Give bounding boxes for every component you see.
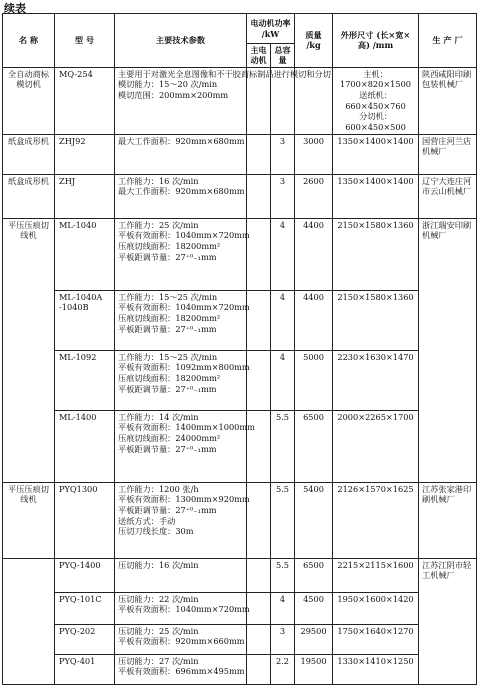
params-line: 压切能力：16 次/min	[118, 559, 199, 570]
cell-params	[115, 290, 250, 350]
params-line: 送纸方式：手动	[118, 515, 176, 526]
params-line: 最大工作面积：920mm×680mm	[118, 135, 245, 146]
params-line: 压切刀线长度：30m	[118, 526, 194, 537]
dims-line: 送纸机：	[359, 90, 392, 101]
cell-name: 纸盒成形机	[3, 134, 55, 174]
cell-params	[115, 410, 255, 482]
params-line: 模切范围：200mm×200mm	[118, 90, 229, 101]
table-row	[3, 174, 477, 218]
cell-total: 5.5	[271, 482, 295, 558]
cell-model: PYQ-401	[55, 654, 115, 684]
params-line: 主要用于对激光全息图像和不干胶商标制品进行模切和分切	[118, 68, 331, 79]
cell-model: ML-1400	[55, 410, 115, 482]
dims-line: 660×450×760	[345, 100, 406, 111]
cell-model: ML-1040	[55, 218, 115, 290]
params-line: 压切能力：25 次/min	[118, 625, 199, 636]
cell-dims	[333, 134, 419, 174]
cell-mass: 4400	[295, 218, 333, 290]
params-line: 压切能力：22 次/min	[118, 593, 199, 604]
cell-dims	[333, 410, 419, 482]
dims-line: 2230×1630×1470	[337, 351, 414, 362]
params-line: 工作能力：25 次/min	[118, 219, 199, 230]
cell-params	[115, 134, 247, 174]
cell-dims	[333, 592, 419, 624]
cell-main-motor	[247, 558, 271, 592]
cell-params	[115, 654, 247, 684]
params-line: 平板距调节量：27⁺⁰₋₁mm	[118, 323, 217, 334]
cell-total: 3	[271, 624, 295, 654]
cell-name: 纸盒成形机	[3, 174, 55, 218]
cell-dims	[333, 174, 419, 218]
params-line: 平板距调节量：27⁺⁰₋₁mm	[118, 505, 217, 516]
params-line: 工作能力：1200 张/h	[118, 483, 199, 494]
cell-model: PYQ1300	[55, 482, 115, 558]
params-line: 最大工作面积：920mm×680mm	[118, 186, 245, 197]
header-params: 主要技术参数	[115, 14, 247, 68]
table-row	[3, 624, 477, 654]
cell-mass: 4400	[295, 290, 333, 350]
cell-maker: 国营庄河兰店机械厂	[419, 134, 477, 174]
table-row	[3, 134, 477, 174]
params-line: 平板距调节量：27⁺⁰₋₁mm	[118, 443, 217, 454]
header-model: 型 号	[55, 14, 115, 68]
cell-maker: 江苏江阴市轻工机械厂	[419, 558, 477, 684]
header-maker: 生 产 厂	[419, 14, 477, 68]
dims-line: 主机：	[363, 68, 388, 79]
params-line: 工作能力：16 次/min	[118, 175, 199, 186]
cell-mass: 29500	[295, 624, 333, 654]
cell-dims	[333, 350, 419, 410]
table-row	[3, 558, 477, 592]
cell-main-motor	[247, 592, 271, 624]
cell-name	[3, 558, 55, 684]
header-name: 名 称	[3, 14, 55, 68]
cell-dims	[333, 218, 419, 290]
cell-total: 5.5	[271, 410, 295, 482]
cell-maker: 陕西咸阳印刷包装机械厂	[419, 67, 477, 134]
params-line: 平板距调节量：27⁺⁰₋₁mm	[118, 383, 217, 394]
cell-dims	[333, 624, 419, 654]
table-row	[3, 410, 477, 482]
cell-params	[115, 67, 331, 134]
params-line: 工作能力：14 次/min	[118, 411, 199, 422]
dims-line: 1350×1400×1400	[337, 175, 414, 186]
cell-dims	[333, 558, 419, 592]
cell-main-motor	[247, 482, 271, 558]
cell-model: MQ-254	[55, 67, 115, 134]
params-line: 压痕切线面积：18200mm²	[118, 241, 221, 252]
table-row	[3, 67, 477, 134]
params-line: 平板有效面积：1300mm×920mm	[118, 494, 250, 505]
cell-model: ZHJ92	[55, 134, 115, 174]
header-main-motor: 主电动机	[247, 44, 271, 68]
table-row	[3, 290, 477, 350]
cell-mass: 6500	[295, 558, 333, 592]
cell-maker: 辽宁大连庄河市云山机械厂	[419, 174, 477, 218]
params-line: 压痕切线面积：24000mm²	[118, 433, 221, 444]
cell-mass: 2600	[295, 174, 333, 218]
cell-name: 平压压痕切线机	[3, 218, 55, 482]
cell-params	[115, 218, 250, 290]
cell-total: 3	[271, 134, 295, 174]
params-line: 压切能力：27 次/min	[118, 655, 199, 666]
cell-model: ZHJ	[55, 174, 115, 218]
dims-line: 2126×1570×1625	[337, 483, 414, 494]
cell-total: 4	[271, 350, 295, 410]
params-line: 压痕切线面积：18200mm²	[118, 373, 221, 384]
cell-params	[115, 558, 247, 592]
cell-model: ML-1040A -1040B	[55, 290, 115, 350]
dims-line: 1700×820×1500	[340, 79, 412, 90]
params-line: 平板有效面积：1400mm×1000mm	[118, 422, 255, 433]
params-line: 工作能力：15～25 次/min	[118, 291, 218, 302]
equipment-table	[2, 13, 477, 685]
params-line: 工作能力：15～25 次/min	[118, 351, 218, 362]
cell-main-motor	[247, 410, 271, 482]
cell-params	[115, 482, 250, 558]
cell-params	[115, 592, 250, 624]
header-mass: 质量 /kg	[295, 14, 333, 68]
header-dims: 外形尺寸 (长×宽×高) /mm	[333, 14, 419, 68]
cell-main-motor	[247, 624, 271, 654]
cell-total: 4	[271, 592, 295, 624]
cell-dims	[333, 482, 419, 558]
cell-mass: 19500	[295, 654, 333, 684]
table-row	[3, 654, 477, 684]
dims-line: 1350×1400×1400	[337, 135, 414, 146]
cell-name: 全自动商标模切机	[3, 67, 55, 134]
table-body	[3, 67, 477, 684]
params-line: 平板有效面积：920mm×660mm	[118, 636, 245, 647]
params-line: 平板有效面积：1040mm×720mm	[118, 604, 250, 615]
header-total: 总容量	[271, 44, 295, 68]
cell-maker: 江苏张家港印刷机械厂	[419, 482, 477, 558]
cell-main-motor	[247, 218, 271, 290]
cell-total: 4	[271, 218, 295, 290]
cell-params	[115, 350, 250, 410]
params-line: 模切能力：15～20 次/min	[118, 79, 218, 90]
cell-total: 2.2	[271, 654, 295, 684]
dims-line: 2150×1580×1360	[337, 291, 414, 302]
cell-model: PYQ-202	[55, 624, 115, 654]
cell-main-motor	[247, 654, 271, 684]
cell-main-motor	[247, 350, 271, 410]
cell-mass: 6500	[295, 410, 333, 482]
dims-line: 2000×2265×1700	[337, 411, 414, 422]
dims-line: 1750×1640×1270	[337, 625, 414, 636]
header-power: 电动机功率 /kW	[247, 14, 295, 44]
table-row	[3, 592, 477, 624]
cell-model: ML-1092	[55, 350, 115, 410]
dims-line: 1950×1600×1420	[337, 593, 414, 604]
cell-dims	[333, 290, 419, 350]
cell-mass: 5000	[295, 350, 333, 410]
dims-line: 600×450×500	[345, 122, 406, 133]
cell-mass: 3000	[295, 134, 333, 174]
params-line: 平板有效面积：1092mm×800mm	[118, 362, 250, 373]
table-row	[3, 218, 477, 290]
cell-maker: 浙江瑞安印刷机械厂	[419, 218, 477, 482]
cell-model: PYQ-101C	[55, 592, 115, 624]
params-line: 平板距调节量：27⁺⁰₋₁mm	[118, 251, 217, 262]
params-line: 平板有效面积：1040mm×720mm	[118, 230, 250, 241]
cell-params	[115, 174, 247, 218]
cell-main-motor	[247, 290, 271, 350]
params-line: 平板有效面积：1040mm×720mm	[118, 302, 250, 313]
dims-line: 分切机：	[359, 111, 392, 122]
continued-label: 续表	[4, 2, 26, 15]
params-line: 压痕切线面积：18200mm²	[118, 313, 221, 324]
cell-dims	[333, 654, 419, 684]
params-line: 平板有效面积：696mm×495mm	[118, 666, 245, 677]
dims-line: 2150×1580×1360	[337, 219, 414, 230]
cell-main-motor	[247, 134, 271, 174]
cell-model: PYQ-1400	[55, 558, 115, 592]
dims-line: 2215×2115×1600	[337, 559, 414, 570]
cell-dims	[333, 67, 419, 134]
cell-mass: 5400	[295, 482, 333, 558]
cell-main-motor	[247, 174, 271, 218]
cell-total: 5.5	[271, 558, 295, 592]
cell-mass: 4500	[295, 592, 333, 624]
dims-line: 1330×1410×1250	[337, 655, 414, 666]
cell-total: 3	[271, 174, 295, 218]
cell-total: 4	[271, 290, 295, 350]
table-row	[3, 482, 477, 558]
table-row	[3, 350, 477, 410]
cell-name: 平压压痕切线机	[3, 482, 55, 558]
cell-params	[115, 624, 247, 654]
